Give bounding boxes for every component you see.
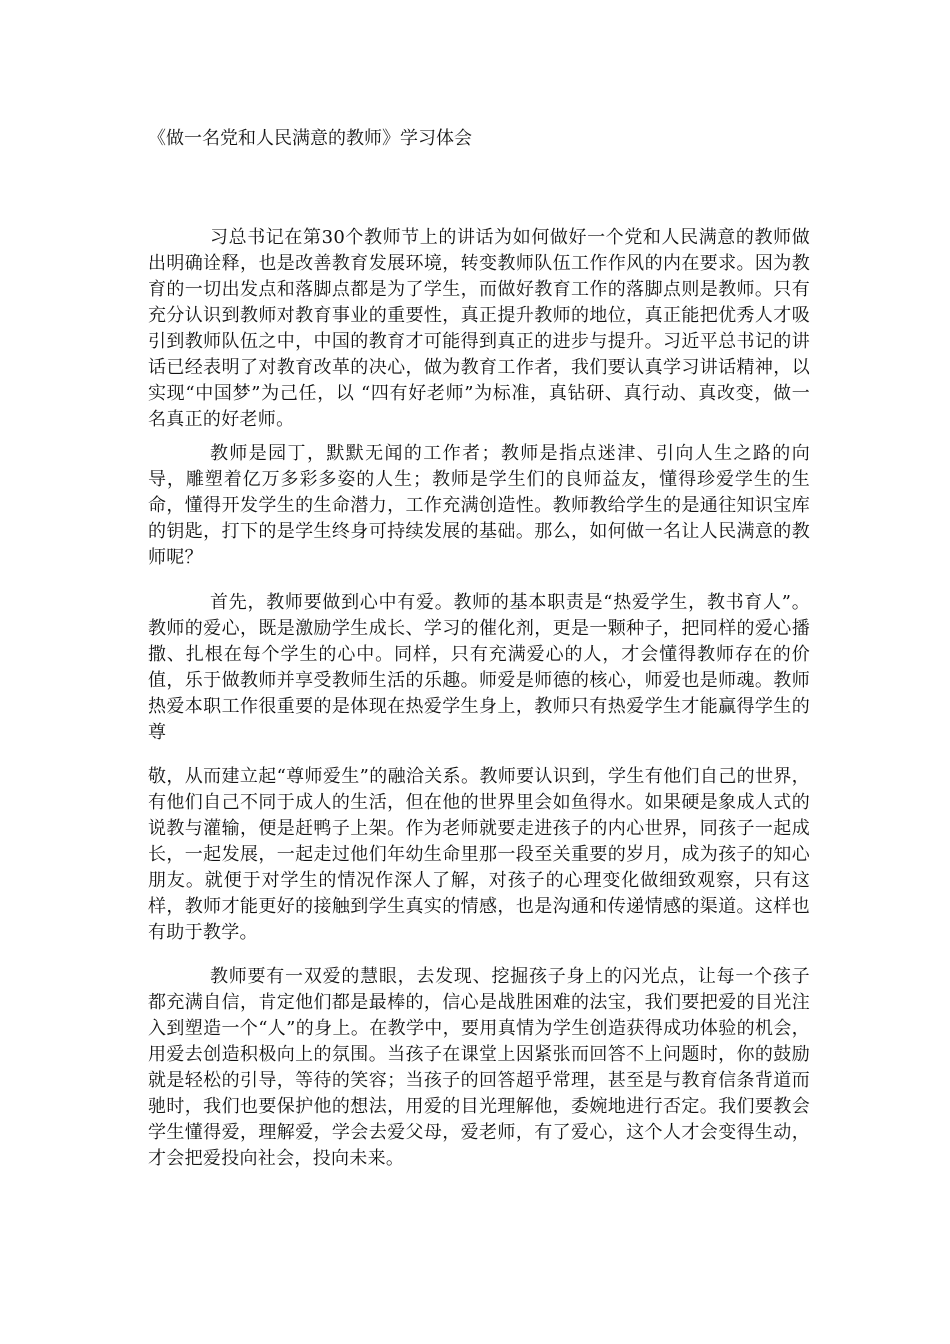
- paragraph-4: 敬，从而建立起“尊师爱生”的融洽关系。教师要认识到，学生有他们自己的世界，有他们自己不同于成人的生活，但在他的世界里会如鱼得水。如果硬是象成人式的说教与灌输，便是赶鸭子上架。作为老师就要走进孩子的内心世界，同孩子一起成长，一起发展，一起走过他们年幼生命里那一段至关重要的岁月，成为孩子的知心朋友。就便于对学生的情况作深人了解，对孩子的心理变化做细致观察，只有这样，教师才能更好的接触到学生真实的情感，也是沟通和传递情感的渠道。这样也有助于教学。: [148, 766, 810, 943]
- paragraph-5: 教师要有一双爱的慧眼，去发现、挖掘孩子身上的闪光点，让每一个孩子都充满自信，肯定他们都是最棒的，信心是战胜困难的法宝，我们要把爱的目光注入到塑造一个“人”的身上。在教学中，要用真情为学生创造获得成功体验的机会，用爱去创造积极向上的氛围。当孩子在课堂上因紧张而回答不上问题时，你的鼓励就是轻松的引导，等待的笑容；当孩子的回答超乎常理，甚至是与教育信条背道而驰时，我们也要保护他的想法，用爱的目光理解他，委婉地进行否定。我们要教会学生懂得爱，理解爱，学会去爱父母，爱老师，有了爱心，这个人才会变得生动，才会把爱投向社会，投向未来。: [148, 966, 810, 1169]
- paragraph-1: 习总书记在第30个教师节上的讲话为如何做好一个党和人民满意的教师做出明确诠释，也是改善教育发展环境，转变教师队伍工作作风的内在要求。因为教育的一切出发点和落脚点都是为了学生，而做好教育工作的落脚点则是教师。只有充分认识到教师对教育事业的重要性，真正提升教师的地位，真正能把优秀人才吸引到教师队伍之中，中国的教育才可能得到真正的进步与提升。习近平总书记的讲话已经表明了对教育改革的决心，做为教育工作者，我们要认真学习讲话精神，以实现“中国梦”为己任，以 “四有好老师”为标准，真钻研、真行动、真改变，做一名真正的好老师。: [148, 227, 810, 430]
- document-title: 《做一名党和人民满意的教师》学习体会: [148, 128, 472, 149]
- paragraph-2: 教师是园丁，默默无闻的工作者；教师是指点迷津、引向人生之路的向导，雕塑着亿万多彩多姿的人生；教师是学生们的良师益友，懂得珍爱学生的生命，懂得开发学生的生命潜力，工作充满创造性。教师教给学生的是通往知识宝库的钥匙，打下的是学生终身可持续发展的基础。那么，如何做一名让人民满意的教师呢？: [148, 443, 810, 568]
- paragraph-3: 首先，教师要做到心中有爱。教师的基本职责是“热爱学生，教书育人”。教师的爱心，既是激励学生成长、学习的催化剂，更是一颗种子，把同样的爱心播撒、扎根在每个学生的心中。同样，只有充满爱心的人，才会懂得教师存在的价值，乐于做教师并享受教师生活的乐趣。师爱是师德的核心，师爱也是师魂。教师热爱本职工作很重要的是体现在热爱学生身上，教师只有热爱学生才能赢得学生的尊: [148, 592, 810, 743]
